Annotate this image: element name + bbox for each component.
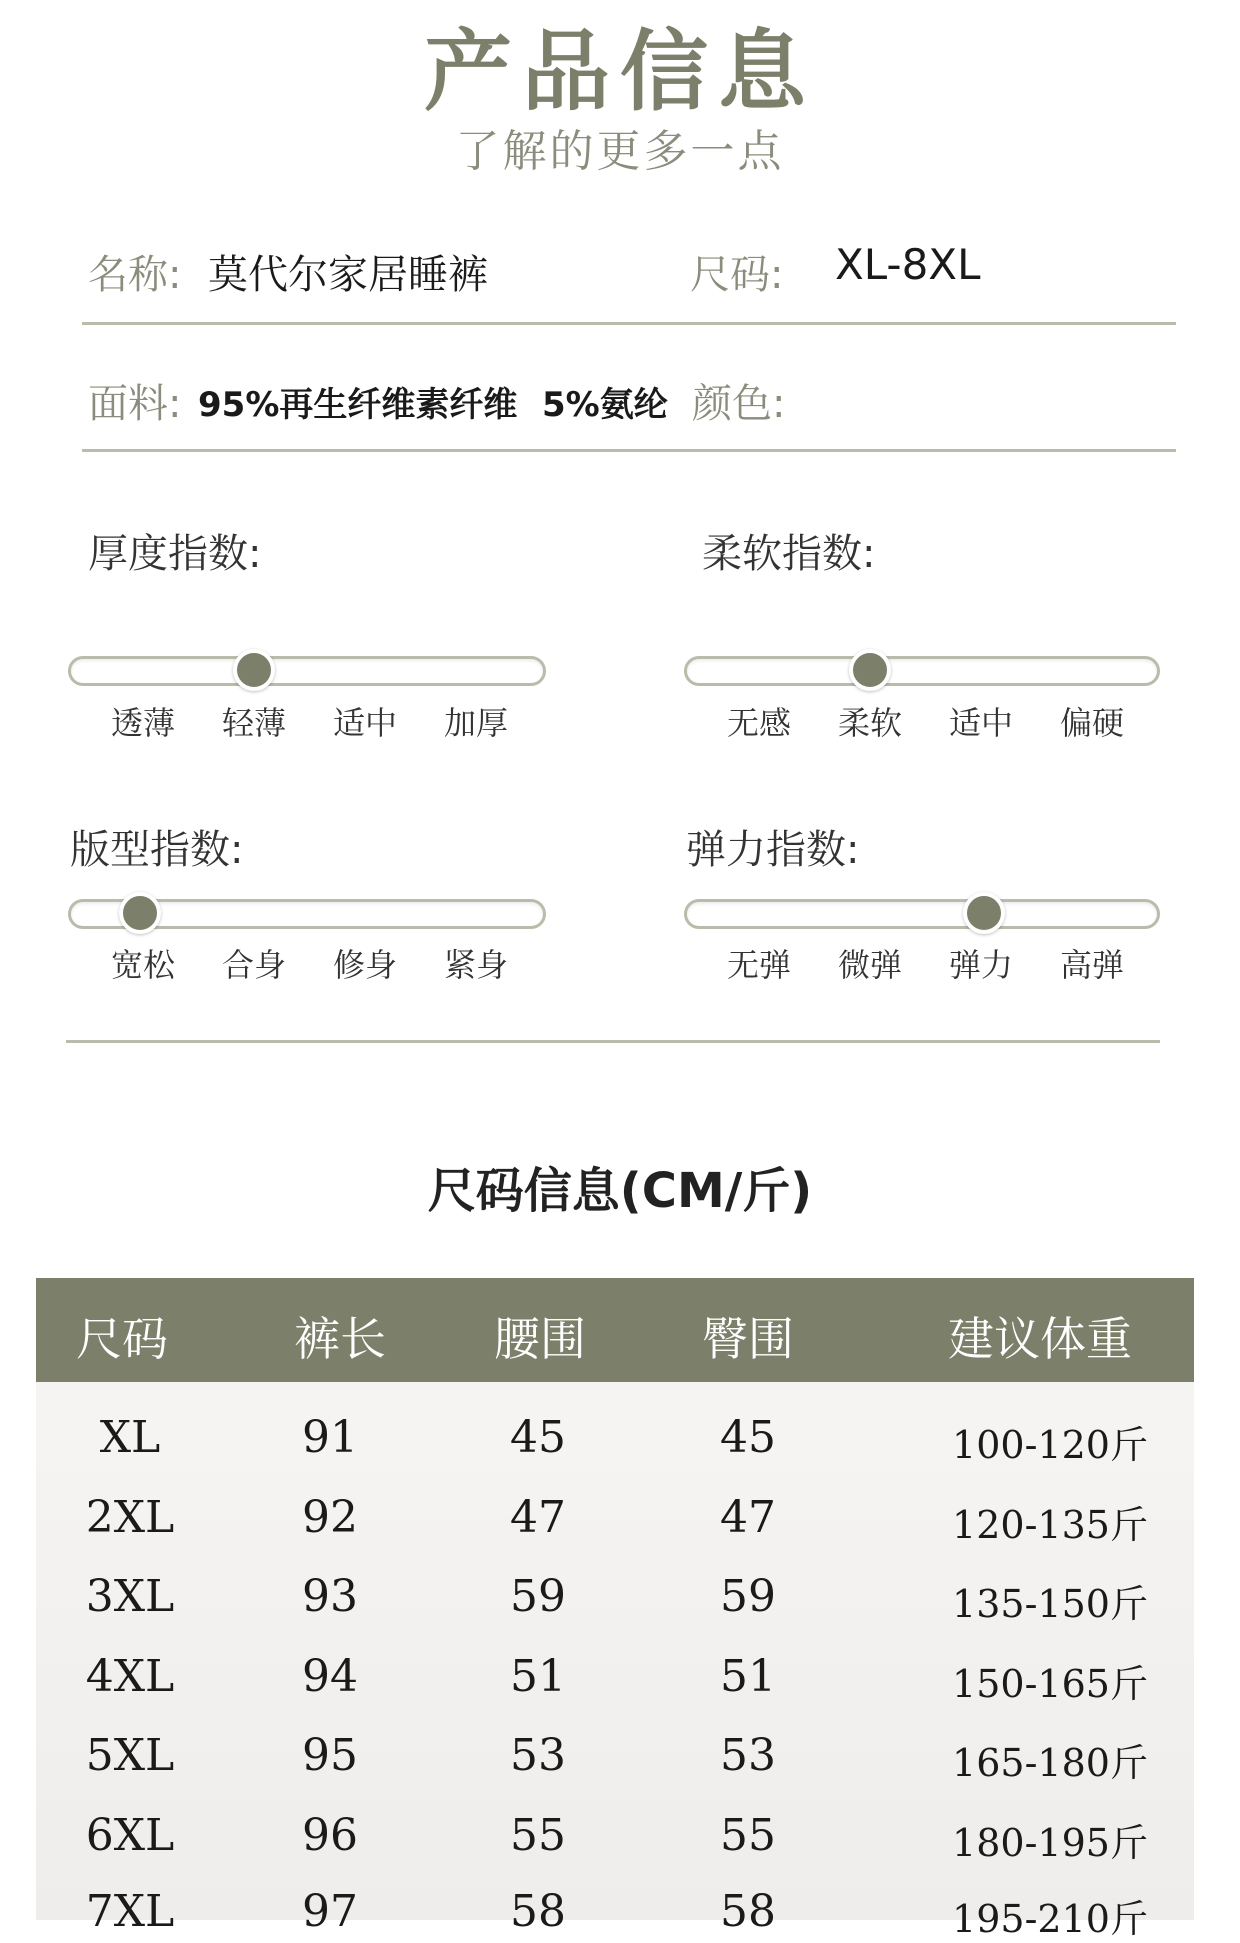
softness-option: 偏硬: [1059, 704, 1124, 742]
table-cell-hip: 51: [720, 1651, 776, 1702]
table-cell-weight: 180-195斤: [952, 1821, 1148, 1865]
fabric-value: 95%再生纤维素纤维: [198, 385, 518, 425]
fit-slider-knob: [119, 892, 161, 934]
table-cell-hip: 55: [720, 1810, 776, 1861]
softness-slider-track: [684, 656, 1160, 686]
fit-option: 紧身: [443, 946, 508, 984]
name-label: 名称:: [88, 252, 182, 298]
table-cell-waist: 55: [510, 1810, 566, 1861]
thickness-option: 适中: [332, 704, 397, 742]
table-cell-length: 97: [302, 1886, 358, 1937]
table-cell-weight: 165-180斤: [952, 1741, 1148, 1785]
size-value: XL-8XL: [835, 240, 981, 289]
table-cell-hip: 58: [720, 1886, 776, 1937]
divider-2: [82, 449, 1176, 452]
elasticity-option: 微弹: [837, 946, 902, 984]
thickness-option: 轻薄: [221, 704, 286, 742]
table-cell-size: 7XL: [85, 1886, 175, 1937]
divider-3: [66, 1040, 1160, 1043]
table-cell-hip: 45: [720, 1412, 776, 1463]
elasticity-option: 高弹: [1059, 946, 1124, 984]
table-cell-hip: 47: [720, 1492, 776, 1543]
softness-index-title: 柔软指数:: [702, 531, 876, 577]
page-subtitle: 了解的更多一点: [455, 126, 785, 177]
thickness-option: 加厚: [443, 704, 508, 742]
elasticity-option: 无弹: [726, 946, 791, 984]
table-cell-length: 96: [302, 1810, 358, 1861]
fit-index-title: 版型指数:: [70, 827, 244, 873]
table-cell-length: 95: [302, 1730, 358, 1781]
table-cell-length: 92: [302, 1492, 358, 1543]
header-cell-waist: 腰围: [494, 1312, 586, 1366]
table-cell-size: 6XL: [85, 1810, 175, 1861]
thickness-option: 透薄: [110, 704, 175, 742]
fit-option: 修身: [332, 946, 397, 984]
fit-option: 合身: [221, 946, 286, 984]
table-cell-waist: 58: [510, 1886, 566, 1937]
softness-option: 无感: [726, 704, 791, 742]
table-cell-hip: 53: [720, 1730, 776, 1781]
table-cell-weight: 195-210斤: [952, 1897, 1148, 1941]
softness-slider-knob: [849, 649, 891, 691]
table-cell-size: 2XL: [85, 1492, 175, 1543]
elasticity-slider-track: [684, 899, 1160, 929]
thickness-index-title: 厚度指数:: [88, 531, 262, 577]
divider-1: [82, 322, 1176, 325]
table-cell-waist: 59: [510, 1571, 566, 1622]
fabric-label: 面料:: [88, 381, 182, 427]
table-cell-weight: 150-165斤: [952, 1662, 1148, 1706]
table-cell-waist: 53: [510, 1730, 566, 1781]
table-cell-weight: 120-135斤: [952, 1503, 1148, 1547]
thickness-slider-track: [68, 656, 546, 686]
table-cell-hip: 59: [720, 1571, 776, 1622]
table-cell-size: 5XL: [85, 1730, 175, 1781]
header-cell-hip: 臀围: [702, 1312, 794, 1366]
color-label: 颜色:: [692, 381, 786, 427]
table-cell-weight: 100-120斤: [952, 1423, 1148, 1467]
page-title: 产品信息: [423, 20, 816, 123]
table-cell-length: 91: [302, 1412, 358, 1463]
size-label: 尺码:: [690, 252, 784, 298]
fabric-value-2: 5%氨纶: [542, 385, 668, 425]
name-value: 莫代尔家居睡裤: [208, 252, 488, 298]
elasticity-index-title: 弹力指数:: [686, 827, 860, 873]
table-cell-size: XL: [99, 1412, 161, 1463]
softness-option: 适中: [948, 704, 1013, 742]
elasticity-option: 弹力: [948, 946, 1013, 984]
table-cell-weight: 135-150斤: [952, 1582, 1148, 1626]
header-cell-weight: 建议体重: [948, 1312, 1132, 1366]
table-cell-length: 93: [302, 1571, 358, 1622]
header-cell-size: 尺码: [76, 1312, 168, 1366]
table-cell-size: 4XL: [85, 1651, 175, 1702]
header-cell-length: 裤长: [294, 1312, 386, 1366]
softness-option: 柔软: [837, 704, 902, 742]
table-cell-size: 3XL: [85, 1571, 175, 1622]
size-info-title: 尺码信息(CM/斤): [427, 1163, 813, 1219]
table-cell-waist: 51: [510, 1651, 566, 1702]
table-cell-waist: 45: [510, 1412, 566, 1463]
table-cell-waist: 47: [510, 1492, 566, 1543]
fit-option: 宽松: [110, 946, 175, 984]
elasticity-slider-knob: [963, 892, 1005, 934]
table-cell-length: 94: [302, 1651, 358, 1702]
